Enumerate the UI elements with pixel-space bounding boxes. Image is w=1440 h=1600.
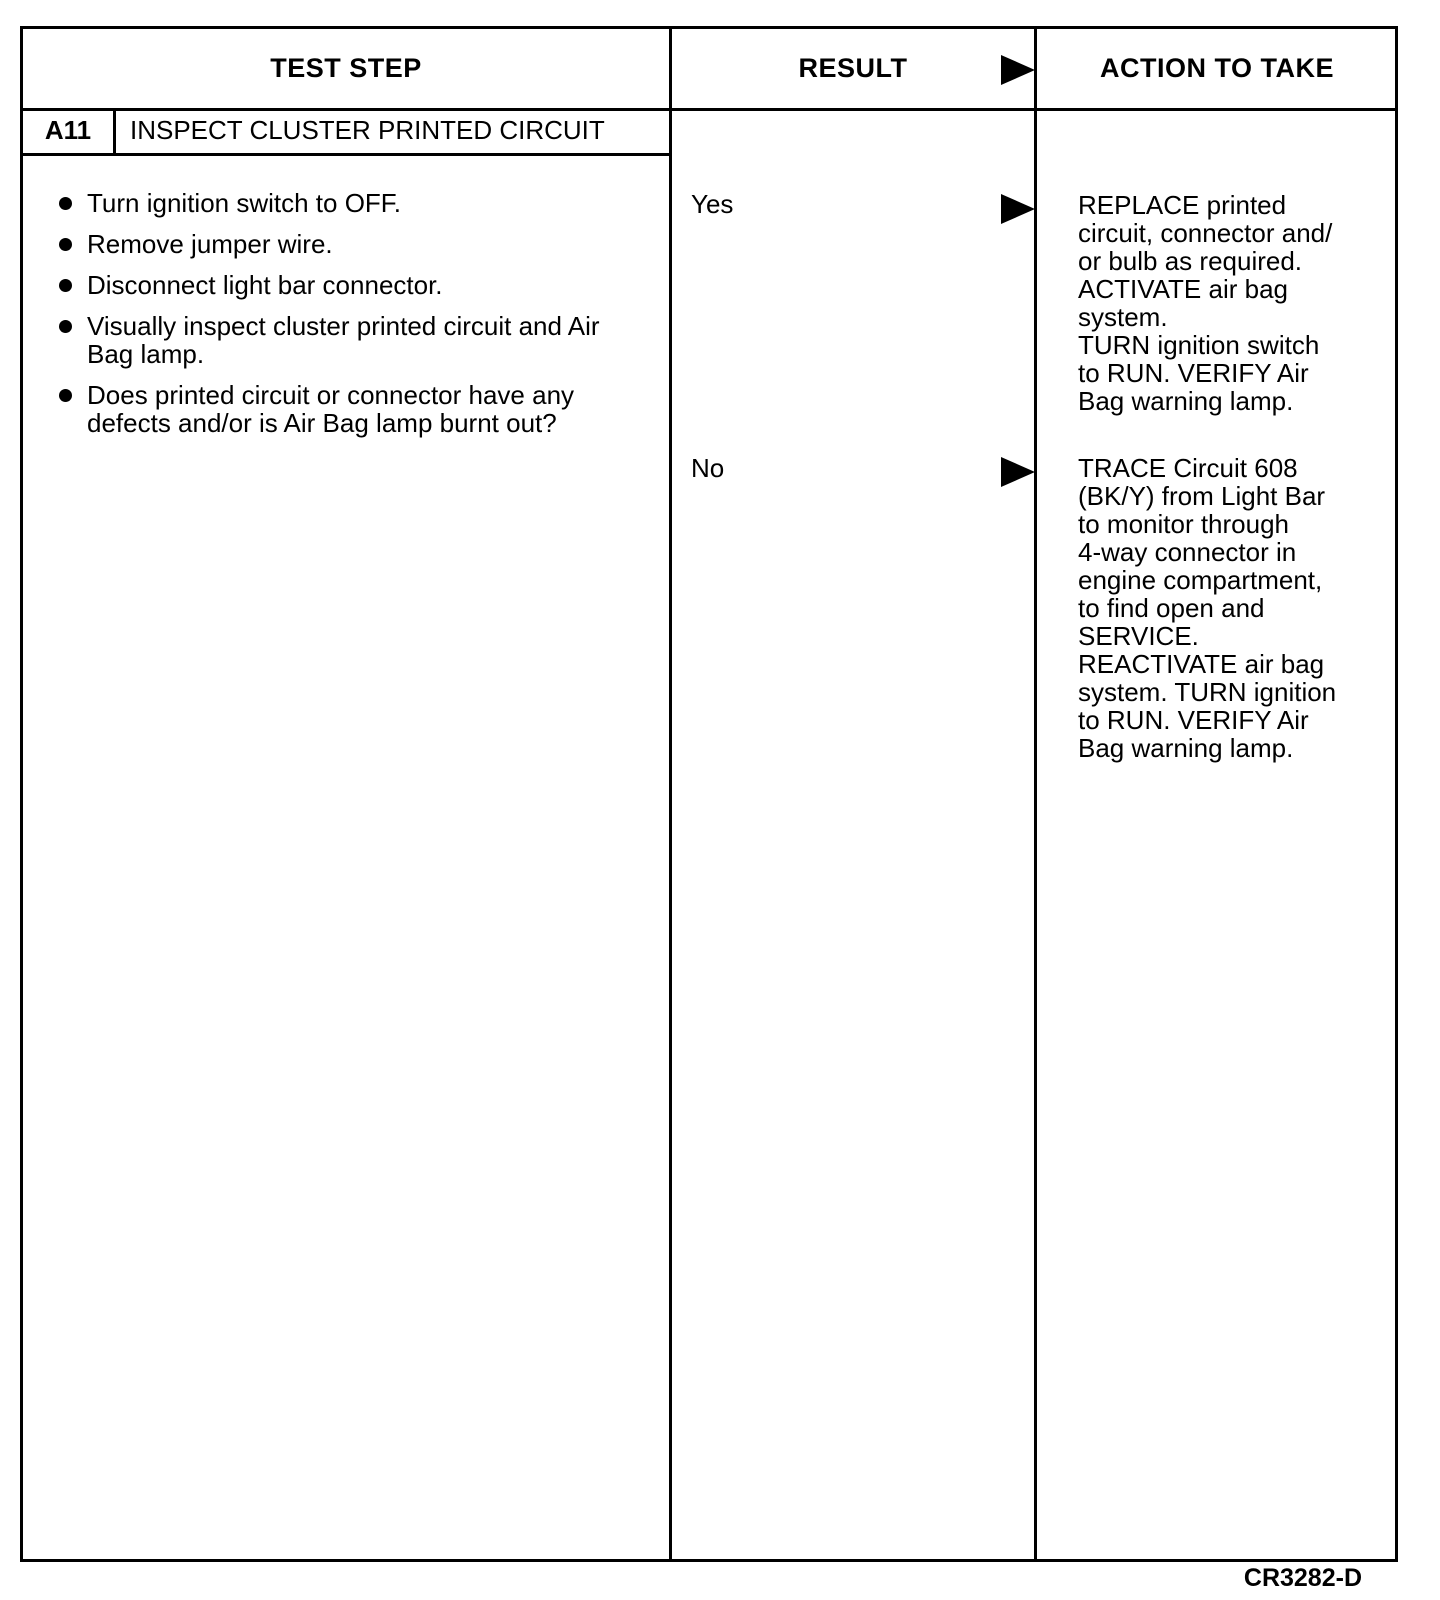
list-item: Turn ignition switch to OFF. bbox=[59, 189, 649, 217]
action-yes: REPLACE printed circuit, connector and/ or bulb as required. ACTIVATE air bag system. TURN ignition switch to RUN. VERIFY Air Bag warning lamp. bbox=[1078, 190, 1333, 416]
header-test-step: TEST STEP bbox=[270, 53, 422, 83]
header-action-to-take: ACTION TO TAKE bbox=[1100, 53, 1334, 83]
step-instructions bbox=[59, 189, 649, 450]
column-divider bbox=[1034, 29, 1037, 1559]
step-title: INSPECT CLUSTER PRINTED CIRCUIT bbox=[130, 115, 605, 145]
column-divider bbox=[669, 29, 672, 1559]
bullet-icon bbox=[59, 320, 72, 333]
result-no: No bbox=[691, 453, 725, 483]
bullet-icon bbox=[59, 389, 72, 402]
step-id-divider bbox=[113, 108, 116, 153]
step-id: A11 bbox=[44, 115, 92, 145]
arrow-right-icon bbox=[1001, 194, 1035, 224]
bullet-icon bbox=[59, 238, 72, 251]
figure-id: CR3282-D bbox=[1243, 1564, 1362, 1592]
header-result: RESULT bbox=[798, 53, 908, 83]
test-step-table bbox=[20, 26, 1398, 1562]
bullet-icon bbox=[59, 279, 72, 292]
list-item: Remove jumper wire. bbox=[59, 230, 649, 258]
step-title-divider bbox=[23, 153, 669, 156]
bullet-icon bbox=[59, 197, 72, 210]
list-item: Disconnect light bar connector. bbox=[59, 271, 649, 299]
result-yes: Yes bbox=[691, 189, 734, 219]
list-item: Visually inspect cluster printed circuit and Air Bag lamp. bbox=[59, 312, 649, 368]
list-item: Does printed circuit or connector have any defects and/or is Air Bag lamp burnt out? bbox=[59, 381, 649, 437]
arrow-right-icon bbox=[1001, 457, 1035, 487]
arrow-right-icon bbox=[1001, 55, 1035, 85]
action-no: TRACE Circuit 608 (BK/Y) from Light Bar to monitor through 4-way connector in engine compartment, to find open and SERVICE. REACTIVATE air bag system. TURN ignition to RUN. VERIFY Air Bag warning lamp. bbox=[1078, 453, 1337, 763]
